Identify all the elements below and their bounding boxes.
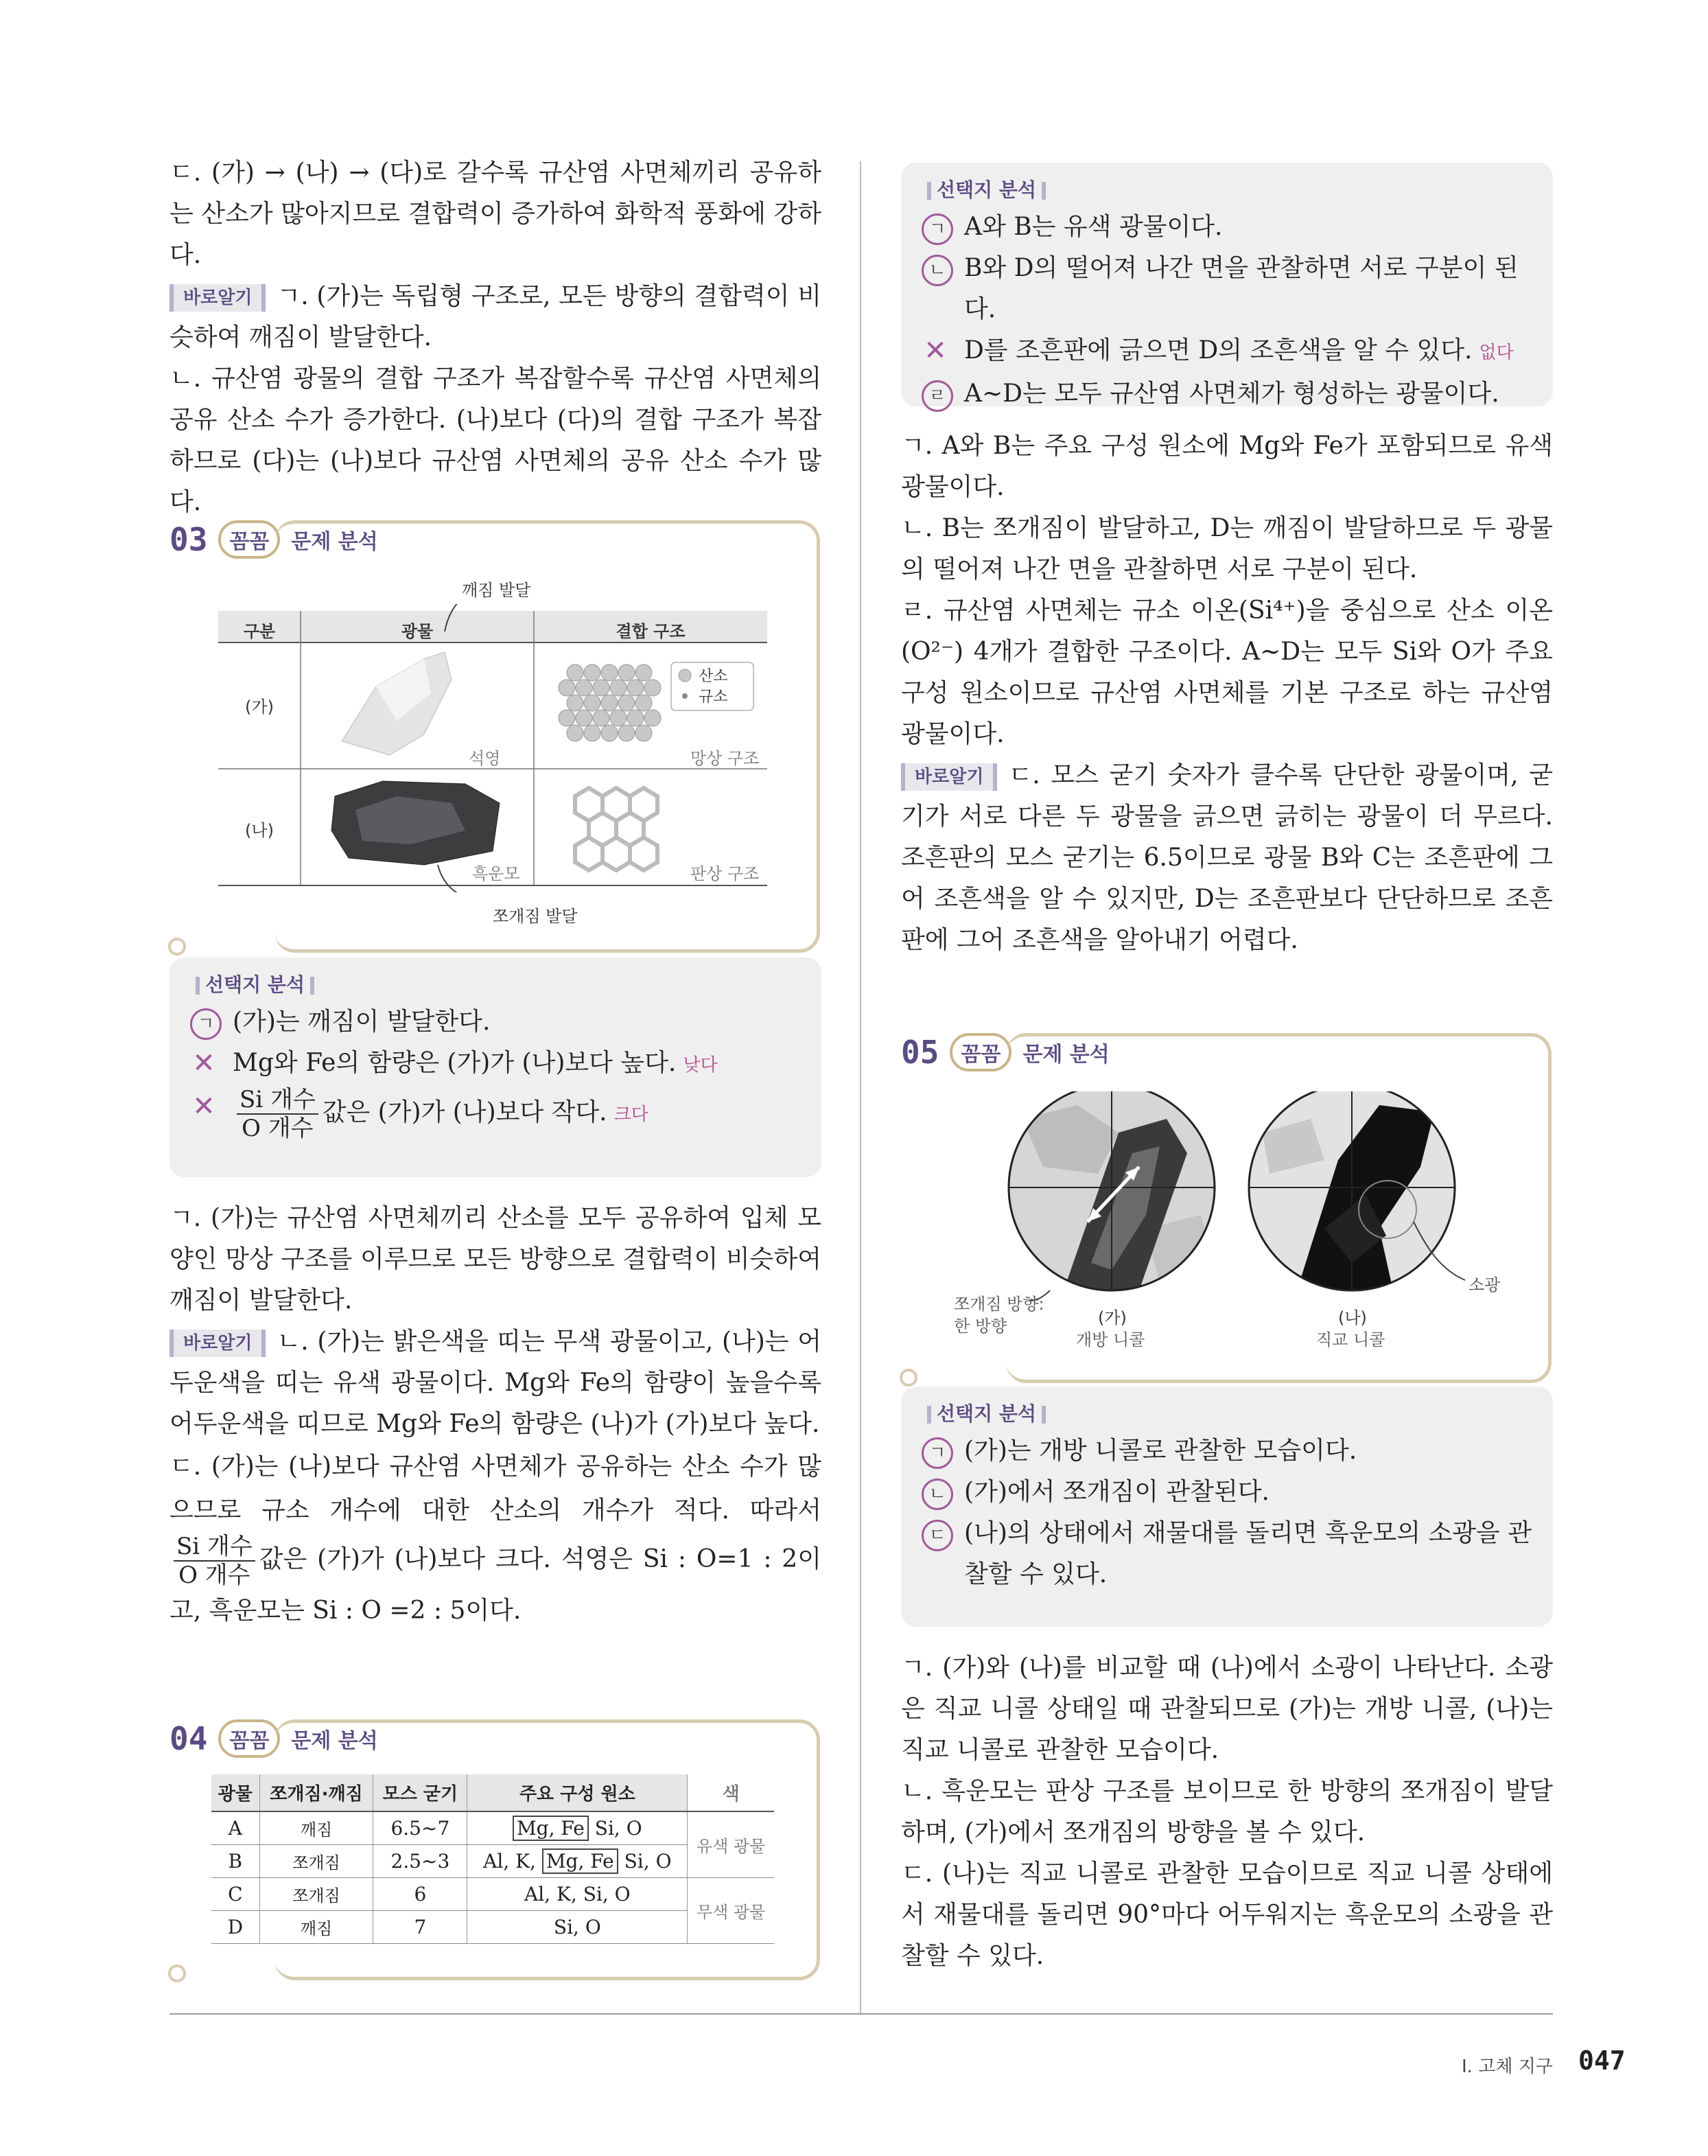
paragraph: ㄹ. 규산염 사면체는 규소 이온(Si⁴⁺)을 중심으로 산소 이온(O²⁻) 4개가 결합한 구조이다. A~D는 모두 Si와 O가 주요 구성 원소이므로 규산염 사면체를 기본 구조로 하는 규산염 광물이다.	[901, 596, 1553, 748]
correct-marker: ㄷ	[922, 1520, 953, 1551]
paragraph: ㄱ. (가)와 (나)를 비교할 때 (나)에서 소광이 나타난다. 소광은 직교 니콜 상태일 때 관찰되므로 (가)는 개방 니콜, (나)는 직교 니콜로 관찰한 모습이다.	[901, 1654, 1553, 1764]
table-header: 결합 구조	[616, 622, 686, 641]
correction-tag: 바로알기	[169, 1330, 266, 1357]
section-number: 03	[169, 521, 208, 558]
wrong-marker-icon: ✕	[192, 1047, 215, 1079]
mineral-name: 흑운모	[472, 864, 520, 883]
choice-analysis-box	[901, 163, 1553, 406]
choice-analysis-box	[169, 958, 821, 1177]
correction-note: 낮다	[683, 1055, 718, 1076]
correct-marker: ㄹ	[922, 380, 953, 412]
kkom-badge: 꼼꼼	[218, 520, 280, 559]
legend-silicon: 규소	[699, 688, 728, 706]
table-header: 색	[688, 1774, 774, 1811]
row-label: (나)	[245, 821, 274, 840]
table-row: D 깨짐 7 Si, O	[211, 1911, 774, 1944]
section-number: 04	[169, 1720, 208, 1757]
annotation: 깨짐 발달	[462, 581, 531, 600]
correct-marker: ㄱ	[922, 213, 953, 245]
correct-marker: ㄱ	[190, 1008, 222, 1040]
correct-marker: ㄱ	[922, 1437, 953, 1469]
paragraph: ㄷ. (가) → (나) → (다)로 갈수록 규산염 사면체끼리 공유하는 산소가 많아지므로 결합력이 증가하여 화학적 풍화에 강하다.	[169, 159, 821, 269]
choice-heading: 선택지 분석	[922, 1399, 1532, 1426]
paragraph: ㄱ. A와 B는 주요 구성 원소에 Mg와 Fe가 포함되므로 유색 광물이다.	[901, 432, 1553, 501]
frame-dot	[168, 1964, 186, 1982]
section-04-explanation	[901, 426, 1553, 961]
legend-oxygen: 산소	[699, 668, 728, 685]
column-divider	[860, 161, 861, 2015]
choice-heading: 선택지 분석	[922, 175, 1532, 202]
highlight-box: Mg, Fe	[542, 1848, 618, 1874]
paragraph: ㄷ. (나)는 직교 니콜로 관찰한 모습이므로 직교 니콜 상태에서 재물대를 돌리면 90°마다 어두워지는 흑운모의 소광을 관찰할 수 있다.	[901, 1859, 1553, 1970]
table-header: 모스 굳기	[373, 1774, 467, 1811]
microscope-figure	[940, 1091, 1530, 1366]
figure-label: (가)	[1098, 1308, 1127, 1328]
frame-dot	[900, 1369, 917, 1387]
annotation: 소광	[1469, 1275, 1501, 1295]
paragraph: ㄴ. 규산염 광물의 결합 구조가 복잡할수록 규산염 사면체의 공유 산소 수가 증가한다. (나)보다 (다)의 결합 구조가 복잡하므로 (다)는 (나)보다 규산염 사면체의 공유 산소 수가 많다.	[169, 364, 821, 516]
table-row: A 깨짐 6.5~7 Mg, Fe Si, O 유색 광물	[211, 1811, 774, 1845]
footer-rule	[169, 2013, 1553, 2015]
choice-item: ㄱ A와 B는 유색 광물이다.	[922, 207, 1532, 248]
wrong-marker-icon: ✕	[924, 335, 947, 367]
kkom-badge: 꼼꼼	[218, 1719, 280, 1758]
correction-note: 없다	[1479, 343, 1514, 363]
correct-marker: ㄴ	[922, 1479, 953, 1510]
structure-name: 망상 구조	[690, 749, 760, 768]
choice-item: ㄹ A~D는 모두 규산염 사면체가 형성하는 광물이다.	[922, 373, 1532, 415]
page-number: 047	[1578, 2045, 1626, 2076]
fraction: $\frac{\text{Si 개수}}{\text{O 개수}}$	[174, 1533, 255, 1589]
choice-item: ㄴ B와 D의 떨어져 나간 면을 관찰하면 서로 구분이 된다.	[922, 248, 1532, 330]
figure-label: 개방 니콜	[1076, 1330, 1145, 1349]
fraction: $\frac{\text{Si 개수}}{\text{O 개수}}$	[237, 1086, 318, 1142]
choice-analysis-box	[901, 1387, 1553, 1627]
choice-item: ✕ $\frac{\text{Si 개수}}{\text{O 개수}}$ 값은 (가)가 (나)보다 작다. 크다	[190, 1086, 801, 1142]
paragraph: 바로알기 ㄴ. (가)는 밝은색을 띠는 무색 광물이고, (나)는 어두운색을 띠는 유색 광물이다. Mg와 Fe의 함량이 높을수록 어두운색을 띠므로 Mg와 Fe의 함량은 (나)가 (가)보다 높다.	[169, 1328, 821, 1438]
section-title: 문제 분석	[291, 1729, 378, 1753]
section-03-explanation	[169, 1198, 821, 1633]
table-header: 쪼개짐·깨짐	[259, 1774, 373, 1811]
choice-item: ㄴ (가)에서 쪼개짐이 관찰된다.	[922, 1472, 1532, 1513]
table-row: B 쪼개짐 2.5~3 Al, K, Mg, Fe Si, O	[211, 1845, 774, 1878]
structure-name: 판상 구조	[690, 864, 760, 883]
kkom-badge: 꼼꼼	[950, 1033, 1011, 1071]
section-title: 문제 분석	[291, 530, 378, 554]
table-header: 구분	[243, 622, 276, 641]
choice-item: ㄱ (가)는 개방 니콜로 관찰한 모습이다.	[922, 1430, 1532, 1472]
wrong-marker-icon: ✕	[192, 1091, 215, 1122]
table-header: 광물	[211, 1774, 259, 1811]
correction-tag: 바로알기	[169, 284, 266, 312]
figure-label: 직교 니콜	[1316, 1330, 1385, 1349]
choice-item: ✕ Mg와 Fe의 함량은 (가)가 (나)보다 높다. 낮다	[190, 1043, 801, 1086]
correction-note: 크다	[613, 1104, 648, 1125]
paragraph: 바로알기 ㄷ. 모스 굳기 숫자가 클수록 단단한 광물이며, 굳기가 서로 다른 두 광물을 긁으면 긁히는 광물이 더 무르다. 조흔판의 모스 굳기는 6.5이므로 광물 B와 C는 조흔판에 그어 조흔색을 알 수 있지만, D는 조흔판보다 단단하므로 조흔판에 그어 조흔색을 알아내기 어렵다.	[901, 761, 1553, 954]
annotation: 한 방향	[954, 1317, 1007, 1336]
choice-heading: 선택지 분석	[190, 970, 801, 997]
choice-item: ㄷ (나)의 상태에서 재물대를 돌리면 흑운모의 소광을 관찰할 수 있다.	[922, 1513, 1532, 1595]
chapter-label: Ⅰ. 고체 지구	[1462, 2056, 1553, 2077]
paragraph: ㄴ. 흑운모는 판상 구조를 보이므로 한 방향의 쪼개짐이 발달하며, (가)에서 쪼개짐의 방향을 볼 수 있다.	[901, 1777, 1553, 1846]
section-title: 문제 분석	[1022, 1043, 1110, 1067]
paragraph: 바로알기 ㄱ. (가)는 독립형 구조로, 모든 방향의 결합력이 비슷하여 깨짐이 발달한다.	[169, 282, 821, 351]
highlight-box: Mg, Fe	[513, 1816, 589, 1841]
frame-dot	[168, 938, 186, 955]
mineral-name: 석영	[469, 749, 501, 768]
table-row: C 쪼개짐 6 Al, K, Si, O 무색 광물	[211, 1878, 774, 1911]
choice-item: ✕ D를 조흔판에 긁으면 D의 조흔색을 알 수 있다. 없다	[922, 330, 1532, 373]
annotation: 쪼개짐 방향:	[954, 1295, 1044, 1314]
left-column	[169, 152, 821, 523]
annotation: 쪼개짐 발달	[493, 907, 578, 926]
paragraph: ㄴ. B는 쪼개짐이 발달하고, D는 깨짐이 발달하므로 두 광물의 떨어져 나간 면을 관찰하면 서로 구분이 된다.	[901, 514, 1553, 583]
row-label: (가)	[245, 697, 274, 717]
microscope-svg	[940, 1091, 1530, 1366]
structure-table	[218, 581, 767, 926]
correction-tag: 바로알기	[901, 763, 997, 791]
choice-item: ㄱ (가)는 깨짐이 발달한다.	[190, 1001, 801, 1043]
table-header: 주요 구성 원소	[467, 1774, 688, 1811]
paragraph: ㄱ. (가)는 규산염 사면체끼리 산소를 모두 공유하여 입체 모양인 망상 구조를 이루므로 모든 방향으로 결합력이 비슷하여 깨짐이 발달한다.	[169, 1204, 821, 1314]
table-header: 광물	[401, 622, 434, 641]
mineral-table	[211, 1774, 774, 1944]
section-05-explanation	[901, 1647, 1553, 1977]
figure-label: (나)	[1338, 1308, 1367, 1328]
paragraph: ㄷ. (가)는 (나)보다 규산염 사면체가 공유하는 산소 수가 많으므로 규소 개수에 대한 산소의 개수가 적다. 따라서 $\frac{\text{Si 개수}}{\text{O 개수}}$ 값은 (가)가 (나)보다 크다. 석영은 Si : O=1 : 2이고, 흑운모는 Si : O =2 : 5이다.	[169, 1452, 821, 1625]
correct-marker: ㄴ	[922, 255, 953, 286]
section-number: 05	[901, 1034, 939, 1071]
